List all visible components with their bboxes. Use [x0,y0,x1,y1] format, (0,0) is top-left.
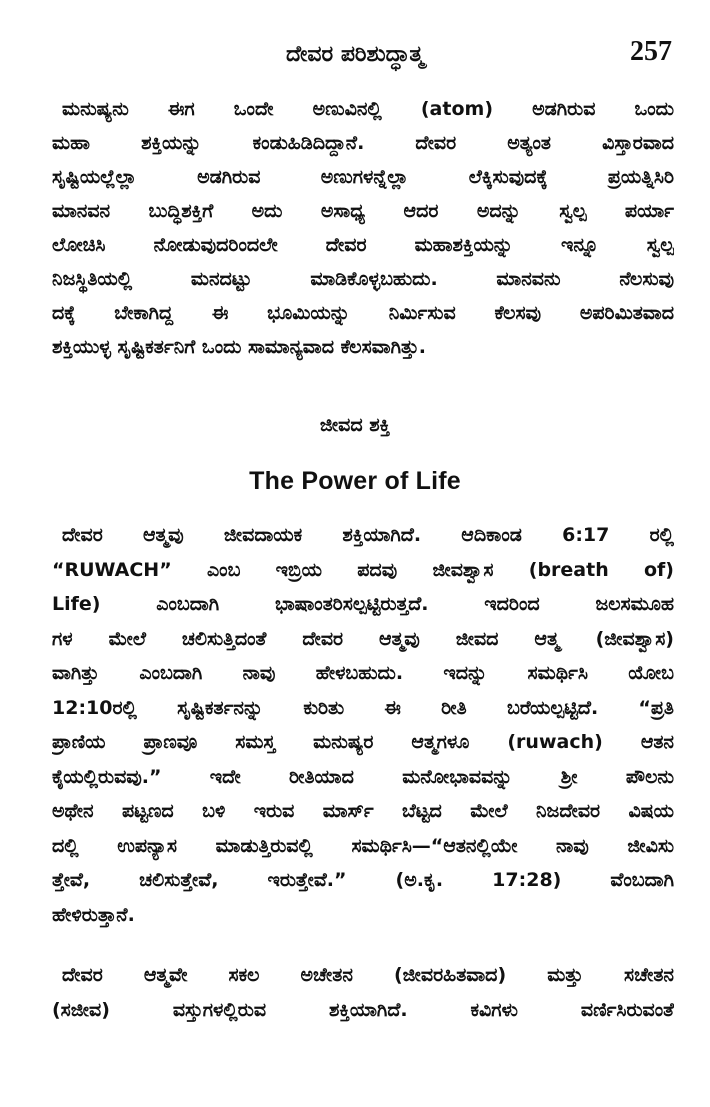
page-number: 257 [630,36,672,67]
paragraph-2 [52,518,674,932]
section-heading: ಜೀವದ ಶಕ್ತಿ [319,414,391,436]
text-line: ಲೋಚಿಸಿ ನೋಡುವುದರಿಂದಲೇ ದೇವರ ಮಹಾಶಕ್ತಿಯನ್ನು ಇನ್ನೂ ಸ್ವಲ್ಪ [52,234,674,256]
text-line: ನಿಜಸ್ಥಿತಿಯಲ್ಲಿ ಮನದಟ್ಟು ಮಾಡಿಕೊಳ್ಳಬಹುದು. ಮಾನವನು ನೆಲಸುವು [52,268,674,290]
text-line: ತ್ತೇವೆ, ಚಲಿಸುತ್ತೇವೆ, ಇರುತ್ತೇವೆ.” (ಅ.ಕೃ. 17:28) ವೆಂಬದಾಗಿ [52,869,674,891]
text-line: ಹೇಳಿರುತ್ತಾನೆ. [52,903,135,926]
paragraph-1 [52,92,674,364]
text-line: ಗಳ ಮೇಲೆ ಚಲಿಸುತ್ತಿದಂತೆ ದೇವರ ಆತ್ಮವು ಜೀವದ ಆತ್ಮ (ಜೀವಶ್ವಾಸ) [52,627,674,650]
text-line: ಅಥೇನ ಪಟ್ಟಣದ ಬಳಿ ಇರುವ ಮಾರ್ಸ್ ಬೆಟ್ಟದ ಮೇಲೆ ನಿಜದೇವರ ವಿಷಯ [52,800,674,822]
text-line: Life) ಎಂಬದಾಗಿ ಭಾಷಾಂತರಿಸಲ್ಪಟ್ಟಿರುತ್ತದೆ. ಇದರಿಂದ ಜಲಸಮೂಹ [52,593,674,615]
running-title: ದೇವರ ಪರಿಶುದ್ಧಾತ್ಮ [285,42,425,67]
text-line: ದೇವರ ಆತ್ಮವು ಜೀವದಾಯಕ ಶಕ್ತಿಯಾಗಿದೆ. ಆದಿಕಾಂಡ 6:17 ರಲ್ಲಿ [62,524,674,546]
text-line: ದಲ್ಲಿ ಉಪನ್ಯಾಸ ಮಾಡುತ್ತಿರುವಲ್ಲಿ ಸಮರ್ಥಿಸಿ—“ಆತನಲ್ಲಿಯೇ ನಾವು ಜೀವಿಸು [52,834,674,857]
text-line: ದಕ್ಕೆ ಬೇಕಾಗಿದ್ದ ಈ ಭೂಮಿಯನ್ನು ನಿರ್ಮಿಸುವ ಕೆಲಸವು ಅಪರಿಮಿತವಾದ [52,302,674,324]
text-line: ವಾಗಿತ್ತು ಎಂಬದಾಗಿ ನಾವು ಹೇಳಬಹುದು. ಇದನ್ನು ಸಮರ್ಥಿಸಿ ಯೋಬ [52,662,674,684]
text-line: ಕೈಯಲ್ಲಿರುವವು.” ಇದೇ ರೀತಿಯಾದ ಮನೋಭಾವವನ್ನು ಶ್ರೀ ಪೌಲನು [52,765,674,788]
text-line: 12:10ರಲ್ಲಿ ಸೃಷ್ಟಿಕರ್ತನನ್ನು ಕುರಿತು ಈ ರೀತಿ ಬರೆಯಲ್ಪಟ್ಟಿದೆ. “ಪ್ರತಿ [52,696,674,719]
paragraph-3 [52,958,674,1028]
text-line: (ಸಜೀವ) ವಸ್ತುಗಳಲ್ಲಿರುವ ಶಕ್ತಿಯಾಗಿದೆ. ಕವಿಗಳು ವರ್ಣಿಸಿರುವಂತೆ [52,999,674,1021]
text-line: “RUWACH” ಎಂಬ ಇಬ್ರಿಯ ಪದವು ಜೀವಶ್ವಾಸ (breath of) [52,558,674,581]
text-line: ಮನುಷ್ಯನು ಈಗ ಒಂದೇ ಅಣುವಿನಲ್ಲಿ (atom) ಅಡಗಿರುವ ಒಂದು [62,98,674,120]
text-line: ಮಹಾ ಶಕ್ತಿಯನ್ನು ಕಂಡುಹಿಡಿದಿದ್ದಾನೆ. ದೇವರ ಅತ್ಯಂತ ವಿಸ್ತಾರವಾದ [52,132,674,154]
text-line: ಮಾನವನ ಬುದ್ಧಿಶಕ್ತಿಗೆ ಅದು ಅಸಾಧ್ಯ ಆದರ ಅದನ್ನು ಸ್ವಲ್ಪ ಪರ್ಯಾ [52,200,674,222]
text-line: ಸೃಷ್ಟಿಯಲ್ಲೆಲ್ಲಾ ಅಡಗಿರುವ ಅಣುಗಳನ್ನೆಲ್ಲಾ ಲೆಕ್ಕಿಸುವುದಕ್ಕೆ ಪ್ರಯತ್ನಿಸಿರಿ [52,166,674,188]
text-line: ಪ್ರಾಣಿಯ ಪ್ರಾಣವೂ ಸಮಸ್ತ ಮನುಷ್ಯರ ಆತ್ಮಗಳೂ (ruwach) ಆತನ [52,731,674,753]
text-line: ದೇವರ ಆತ್ಮವೇ ಸಕಲ ಅಚೇತನ (ಜೀವರಹಿತವಾದ) ಮತ್ತು ಸಚೇತನ [62,964,674,986]
section-subtitle: The Power of Life [249,467,461,495]
text-line: ಶಕ್ತಿಯುಳ್ಳ ಸೃಷ್ಟಿಕರ್ತನಿಗೆ ಒಂದು ಸಾಮಾನ್ಯವಾದ ಕೆಲಸವಾಗಿತ್ತು. [52,336,426,358]
